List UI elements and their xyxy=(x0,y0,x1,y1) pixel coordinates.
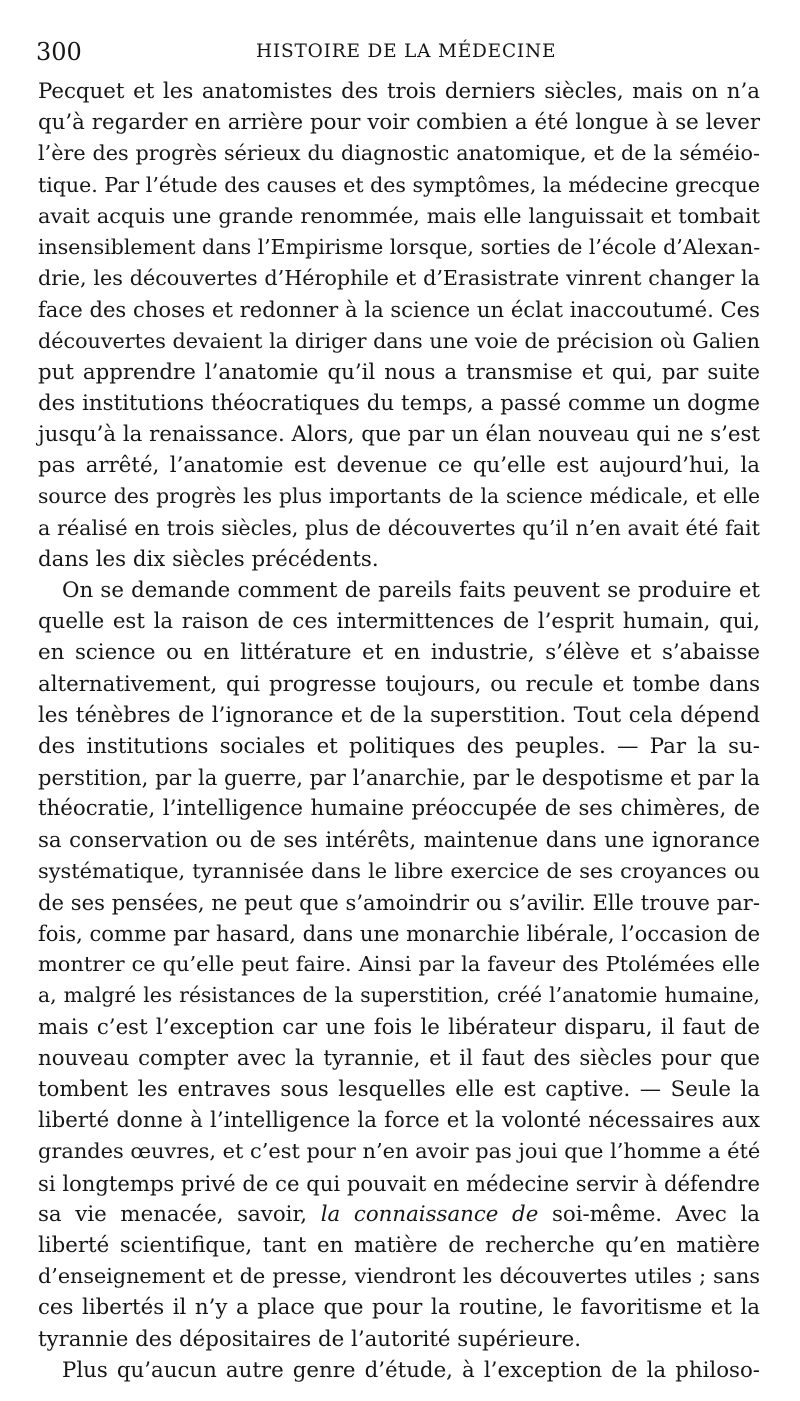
text-line: les ténèbres de l’ignorance et de la superstition. Tout cela dépend xyxy=(38,702,760,728)
text-line: liberté scientifique, tant en matière de recherche qu’en matière xyxy=(38,1232,760,1258)
paragraph-end-line: dans les dix siècles précédents. xyxy=(38,546,379,572)
text-line: grandes œuvres, et c’est pour n’en avoir pas joui que l’homme a été xyxy=(38,1139,761,1164)
paragraph-end-line: tyrannie des dépositaires de l’autorité supérieure. xyxy=(38,1326,582,1352)
page-header xyxy=(36,36,766,68)
paragraph-start-line: Plus qu’aucun autre genre d’étude, à l’exception de la philoso- xyxy=(62,1357,760,1383)
text-line: a, malgré les résistances de la superstition, créé l’anatomie humaine, xyxy=(38,983,760,1008)
italic-phrase: la connaissance de xyxy=(320,1201,539,1227)
text-line: tombent les entraves sous lesquelles elle est captive. — Seule la xyxy=(38,1077,760,1102)
text-line: des institutions sociales et politiques des peuples. — Par la su- xyxy=(38,733,760,759)
page-number: 300 xyxy=(36,38,82,66)
text-line: ces libertés il n’y a place que pour la routine, le favoritisme et la xyxy=(38,1295,760,1321)
text-line: d’enseignement et de presse, viendront les découvertes utiles ; sans xyxy=(38,1264,760,1289)
text-line: qu’à regarder en arrière pour voir combien a été longue à se lever xyxy=(38,110,760,136)
body-text xyxy=(38,76,760,1386)
text-line: nouveau compter avec la tyrannie, et il faut des siècles pour que xyxy=(38,1045,760,1071)
text-line: source des progrès les plus importants de la science médicale, et elle xyxy=(38,484,760,509)
text-line: systématique, tyrannisée dans le libre exercice de ses croyances ou xyxy=(38,858,760,883)
text-line: alternativement, qui progresse toujours, ou recule et tombe dans xyxy=(38,671,760,697)
text-line: tique. Par l’étude des causes et des symptômes, la médecine grecque xyxy=(38,172,760,197)
text-line: sa conservation ou de ses intérêts, maintenue dans une ignorance xyxy=(38,827,760,853)
text-line: quelle est la raison de ces intermittences de l’esprit humain, qui, xyxy=(38,609,760,635)
text-line: montrer ce qu’elle peut faire. Ainsi par la faveur des Ptolémées elle xyxy=(38,952,760,977)
text-line: en science ou en littérature et en industrie, s’élève et s’abaisse xyxy=(38,640,760,666)
text-line: a réalisé en trois siècles, plus de découvertes qu’il n’en avait été fait xyxy=(38,515,760,540)
text-line: drie, les découvertes d’Hérophile et d’Erasistrate vinrent changer la xyxy=(38,266,760,291)
text-line: des institutions théocratiques du temps, a passé comme un dogme xyxy=(38,390,760,416)
line-segment: soi-même. Avec la xyxy=(538,1201,760,1227)
text-line: jusqu’à la renaissance. Alors, que par un élan nouveau qui ne s’est xyxy=(38,422,760,448)
text-line: insensiblement dans l’Empirisme lorsque, sorties de l’école d’Alexan- xyxy=(38,234,761,259)
text-line: fois, comme par hasard, dans une monarchie libérale, l’occasion de xyxy=(38,921,761,947)
text-line: perstition, par la guerre, par l’anarchie, par le despotisme et par la xyxy=(38,765,760,791)
text-line: théocratie, l’intelligence humaine préoccupée de ses chimères, de xyxy=(38,796,760,822)
paragraph-start-line: On se demande comment de pareils faits peuvent se produire et xyxy=(62,578,760,603)
text-line: si longtemps privé de ce qui pouvait en médecine servir à défendre xyxy=(38,1170,760,1196)
text-line: mais c’est l’exception car une fois le libérateur disparu, il faut de xyxy=(38,1014,760,1040)
text-line-with-italic xyxy=(38,1199,760,1230)
text-line: face des choses et redonner à la science un éclat inaccoutumé. Ces xyxy=(38,297,760,323)
text-line: put apprendre l’anatomie qu’il nous a transmise et qui, par suite xyxy=(38,359,760,385)
text-line: pas arrêté, l’anatomie est devenue ce qu’elle est aujourd’hui, la xyxy=(38,453,760,479)
text-line: l’ère des progrès sérieux du diagnostic anatomique, et de la séméio- xyxy=(38,141,760,166)
text-line: liberté donne à l’intelligence la force et la volonté nécessaires aux xyxy=(38,1108,760,1134)
running-head: HISTOIRE DE LA MÉDECINE xyxy=(256,41,557,62)
text-line: avait acquis une grande renommée, mais elle languissait et tombait xyxy=(38,203,760,228)
text-line: découvertes devaient la diriger dans une voie de précision où Galien xyxy=(38,328,760,353)
line-segment: sa vie menacée, savoir, xyxy=(38,1201,321,1227)
text-line: de ses pensées, ne peut que s’amoindrir ou s’avilir. Elle trouve par- xyxy=(38,889,760,915)
text-line: Pecquet et les anatomistes des trois derniers siècles, mais on n’a xyxy=(38,79,760,104)
